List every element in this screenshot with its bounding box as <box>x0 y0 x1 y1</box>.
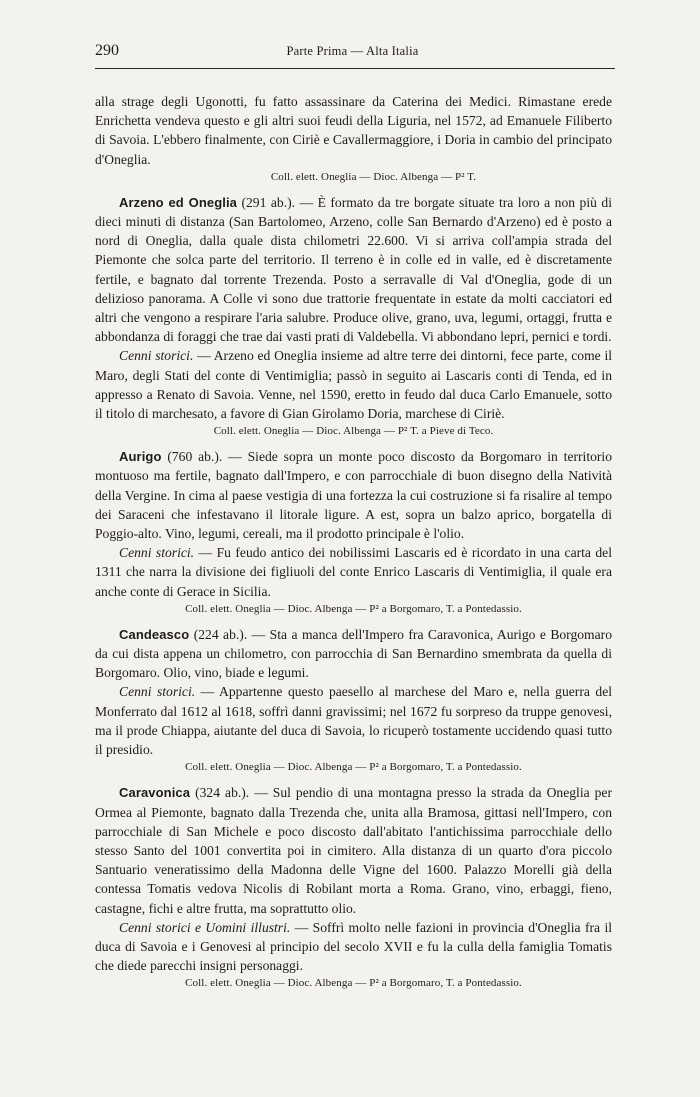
entry-notes: — Fu feudo antico dei nobilissimi Lascaris ed è ricordato in una carta del 1311 che narra la divisione dei figliuoli del conte Enrico Lascaris di Ventimiglia, il quale era anche conte di Gerace in Sicilia. <box>95 545 612 599</box>
entry-notes-paragraph <box>95 346 612 423</box>
entry-notes-label: Cenni storici. <box>119 545 195 561</box>
entry-title: Candeasco <box>119 626 190 642</box>
entry-footnote: Coll. elett. Oneglia — Dioc. Albenga — P² a Borgomaro, T. a Pontedassio. <box>185 602 522 615</box>
entry-notes-paragraph <box>95 918 612 976</box>
page-header <box>95 42 610 64</box>
entry-notes-label: Cenni storici. <box>119 348 194 364</box>
entry-paragraph <box>95 447 612 543</box>
entry-title: Aurigo <box>119 449 162 465</box>
entry-paragraph <box>95 625 612 683</box>
entry-footnote: Coll. elett. Oneglia — Dioc. Albenga — P² a Borgomaro, T. a Pontedassio. <box>185 761 522 774</box>
entry-notes-paragraph <box>95 543 612 601</box>
entry-description: (291 ab.). — È formato da tre borgate situate tra loro a non più di dieci minuti di distanza (San Bartolomeo, Arzeno, colle San Bernardo d'Arzeno) ed è posto a nord di Oneglia, dalla quale dista chilometri 22.600. Vi si arriva coll'ampia strada del Piemonte che solca parte del territorio. Il terreno è in colle ed in valle, ed è discretamente fertile, e bagnato dal torrente Trezenda. Posto a serravalle di Val d'Oneglia, gode di un delizioso panorama. A Colle vi sono due trattorie frequentate in estate da molti cacciatori ed altri che vengono a respirare l'aria salubre. Produce olive, grano, uva, legumi, ortaggi, frutta e abbondanza di foraggi che trae dai vasti prati di Valdebella. Vi abbondano lepri, pernici e tordi. <box>95 194 612 345</box>
entry-title: Caravonica <box>119 785 191 801</box>
entry-footnote: Coll. elett. Oneglia — Dioc. Albenga — P² a Borgomaro, T. a Pontedassio. <box>185 977 522 990</box>
entry-paragraph <box>95 193 612 347</box>
entry-description: (760 ab.). — Siede sopra un monte poco discosto da Borgomaro in territorio montuoso ma fertile, bagnato dall'Impero, e con parrocchiale di buon disegno della Natività della Vergine. In cima al paese vestigia di una fortezza la cui costruzione si fa risalire al tempo dei Saraceni che infestavano il litorale ligure. A est, sopra un balzo aprico, borgatella di Poggio-alto. Vino, legumi, cereali, ma il prodotto principale è l'olio. <box>95 449 612 542</box>
entry-paragraph <box>95 783 612 917</box>
entry-title: Arzeno ed Oneglia <box>119 194 237 210</box>
entry-notes-label: Cenni storici. <box>119 684 196 700</box>
entry-description: (324 ab.). — Sul pendio di una montagna presso la strada da Oneglia per Ormea al Piemonte, bagnato dalla Trezenda che, unita alla Bramosa, gittasi nell'Impero, con parrocchiale di San Michele e poco discosto dall'abitato l'antichissima parrocchiale dello stesso Santo del 1001 convertita poi in cimitero. Alla distanza di un quarto d'ora piccolo Santuario veneratissimo della Madonna delle Vigne del 1600. Palazzo Morelli già della contessa Tomatis vedova Nicolis di Robilant morta a Roma. Grano, vino, erbaggi, fieno, castagne, fichi e altre frutta, ma soprattutto olio. <box>95 785 612 916</box>
entry-notes: — Appartenne questo paesello al marchese del Maro e, nella guerra del Monferrato dal 1612 al 1618, soffrì danni gravissimi; nel 1672 fu sorpreso da truppe genovesi, ma il prode Chiappa, aiutante del duca di Savoia, lo ricuperò tostamente uccidendo quasi tutto il presidio. <box>95 684 612 758</box>
entry-notes: — Soffrì molto nelle fazioni in provincia d'Oneglia fra il duca di Savoia e i Genovesi al principio del secolo XVII e fu la culla della famiglia Tomatis che diede parecchi insigni personaggi. <box>95 919 613 974</box>
intro-footnote: Coll. elett. Oneglia — Dioc. Albenga — P² T. <box>270 170 477 183</box>
entry-footnote: Coll. elett. Oneglia — Dioc. Albenga — P² T. a Pieve di Teco. <box>213 425 494 438</box>
header-rule <box>95 68 615 69</box>
intro-paragraph: alla strage degli Ugonotti, fu fatto assassinare da Caterina dei Medici. Rimastane erede Enrichetta vendeva questo e gli altri suoi feudi della Liguria, nel 1572, ad Emanuele Filiberto di Savoia. L'ebbero finalmente, con Ciriè e Cavallermaggiore, i Doria in cambio del principato d'Oneglia. <box>95 94 612 167</box>
entry-notes-paragraph <box>95 682 612 759</box>
entry-description: (224 ab.). — Sta a manca dell'Impero fra Caravonica, Aurigo e Borgomaro da cui dista appena un chilometro, con parrocchia di San Bernardino smembrata da quella di Borgomaro. Olio, vino, biade e legumi. <box>95 626 612 681</box>
page-body <box>95 92 612 999</box>
entry-notes: — Arzeno ed Oneglia insieme ad altre terre dei dintorni, fece parte, come il Maro, degli Stati del conte di Ventimiglia; passò in seguito ai Lascaris conti di Tenda, ed in appresso a Renato di Savoia. Venne, nel 1590, eretto in feudo dal duca Carlo Emanuele, sotto il titolo di marchesato, a favore di Gian Girolamo Doria, marchese di Ciriè. <box>95 348 612 422</box>
page-number: 290 <box>95 42 119 59</box>
entry-notes-label: Cenni storici e Uomini illustri. <box>119 919 291 935</box>
running-title: Parte Prima — Alta Italia <box>286 44 419 58</box>
